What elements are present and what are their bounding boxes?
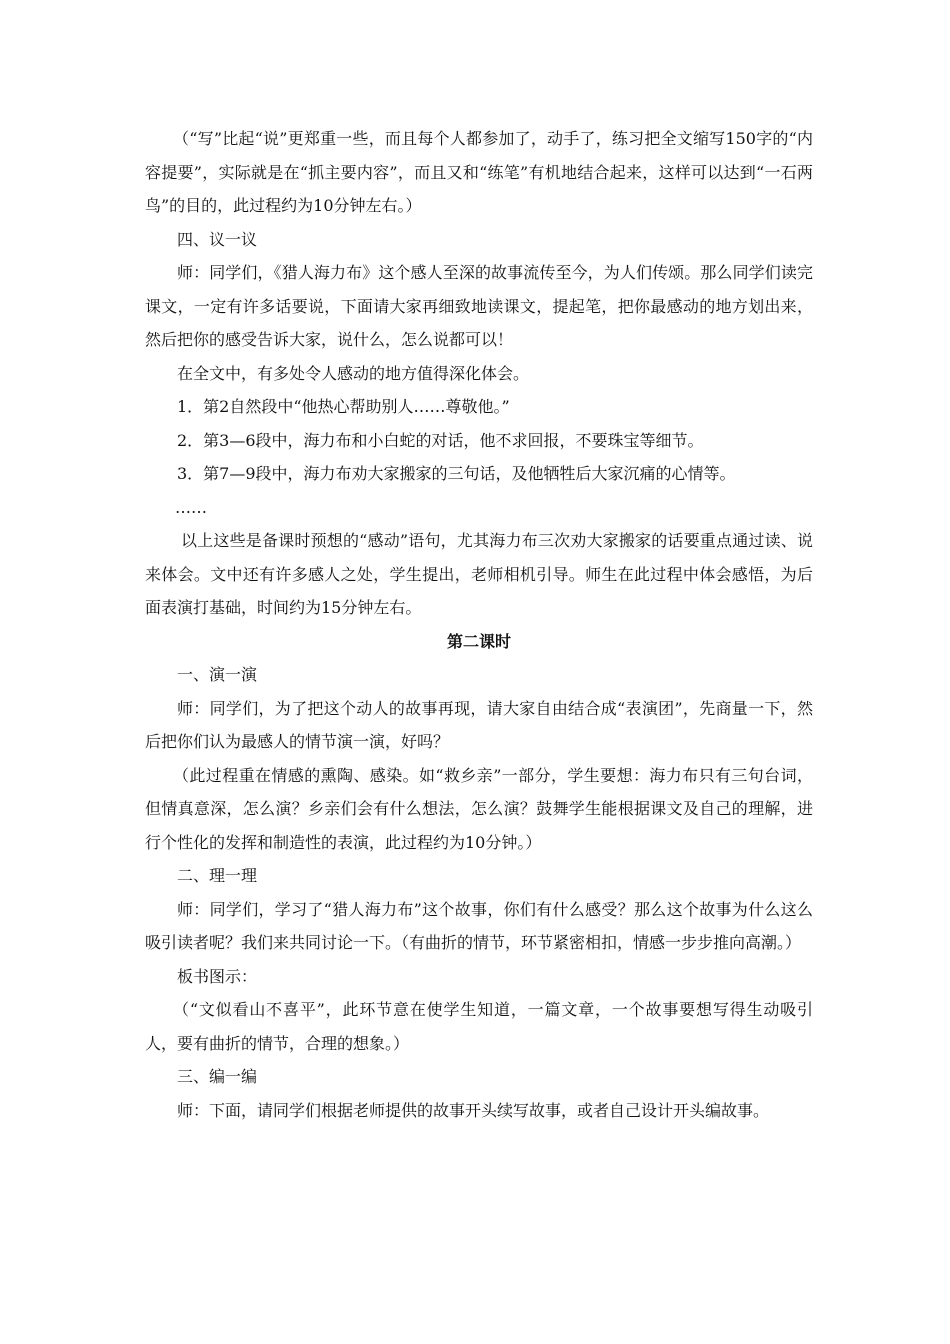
list-item: 2．第3—6段中，海力布和小白蛇的对话，他不求回报，不要珠宝等细节。 xyxy=(177,430,704,450)
summary-paragraph: 以上这些是备课时预想的“感动”语句，尤其海力布三次劝大家搬家的话要重点通过读、说来体会。文中还有许多感人之处，学生提出，老师相机引导。师生在此过程中体会感悟，为后面表演打基础，时间约为15分钟左右。 xyxy=(145,531,813,617)
intro-paragraph: 在全文中，有多处令人感动的地方值得深化体会。 xyxy=(177,363,530,383)
teacher-paragraph: 师：下面，请同学们根据老师提供的故事开头续写故事，或者自己设计开头编故事。 xyxy=(177,1100,770,1120)
note-paragraph: （此过程重在情感的熏陶、感染。如“救乡亲”一部分，学生要想：海力布只有三句台词，但情真意深，怎么演？乡亲们会有什么想法，怎么演？鼓舞学生能根据课文及自己的理解，进行个性化的发挥和制造性的表演，此过程约为10分钟。） xyxy=(145,765,813,852)
section-heading-write: 三、编一编 xyxy=(177,1067,258,1086)
teacher-paragraph: 师：同学们，为了把这个动人的故事再现，请大家自由结合成“表演团”，先商量一下，然后把你们认为最感人的情节演一演，好吗？ xyxy=(145,698,813,751)
section-heading-sort: 二、理一理 xyxy=(177,866,258,885)
list-item: 3．第7—9段中，海力布劝大家搬家的三句话，及他牺牲后大家沉痛的心情等。 xyxy=(177,464,736,483)
section-heading-act: 一、演一演 xyxy=(177,665,258,684)
teacher-paragraph: 师：同学们，《猎人海力布》这个感人至深的故事流传至今，为人们传颂。那么同学们读完课文，一定有许多话要说，下面请大家再细致地读课文，提起笔，把你最感动的地方划出来，然后把你的感受告诉大家，说什么，怎么说都可以！ xyxy=(145,263,813,349)
section-heading-discuss: 四、议一议 xyxy=(177,229,258,249)
board-label: 板书图示： xyxy=(177,966,258,986)
ellipsis-line: …… xyxy=(175,497,207,517)
document-body xyxy=(145,122,813,1127)
list-item: 1．第2自然段中“他热心帮助别人……尊敬他。” xyxy=(177,397,510,416)
lesson-title: 第二课时 xyxy=(446,631,511,651)
note-paragraph: （“写”比起“说”更郑重一些，而且每个人都参加了，动手了，练习把全文缩写150字的“内容提要”，实际就是在“抓主要内容”，而且又和“练笔”有机地结合起来，这样可以达到“一石两鸟”的目的，此过程约为10分钟左右。） xyxy=(145,129,813,215)
teacher-paragraph: 师：同学们，学习了“猎人海力布”这个故事，你们有什么感受？那么这个故事为什么这么吸引读者呢？我们来共同讨论一下。（有曲折的情节，环节紧密相扣，情感一步步推向高潮。） xyxy=(145,899,813,952)
note-paragraph: （“文似看山不喜平”，此环节意在使学生知道，一篇文章，一个故事要想写得生动吸引人，要有曲折的情节，合理的想象。） xyxy=(145,1000,813,1053)
